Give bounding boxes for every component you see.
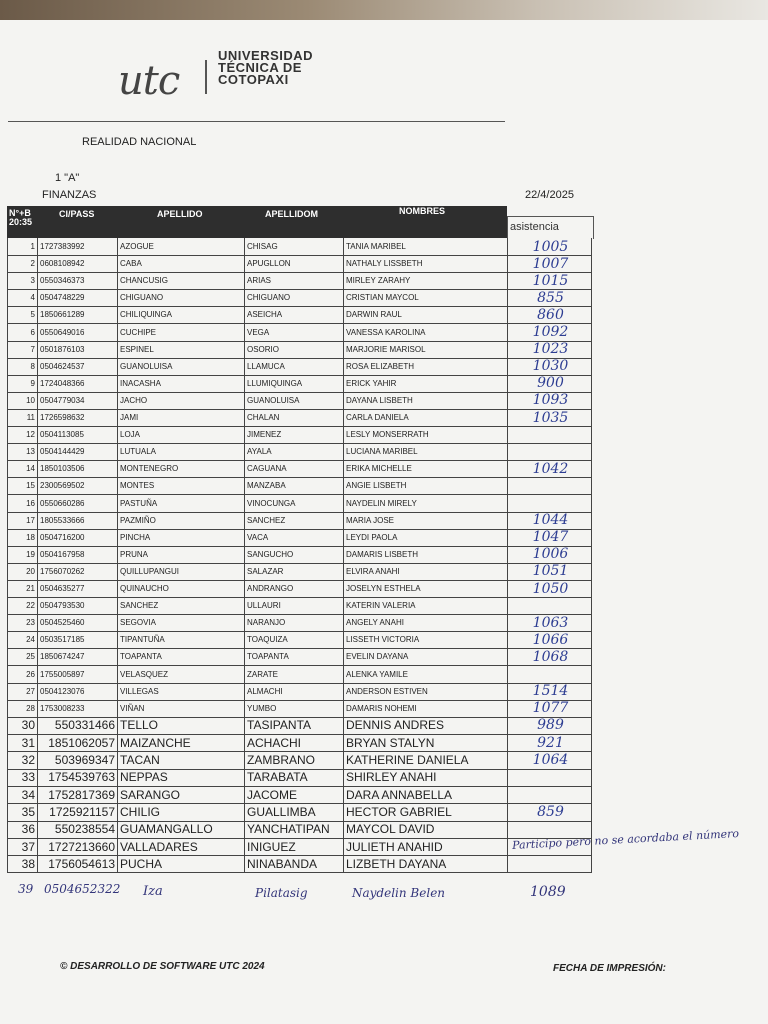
- table-row: [7, 358, 592, 376]
- table-row: [7, 631, 592, 649]
- row-apellidom: GUALLIMBA: [244, 803, 343, 820]
- row-apellido: GUANOLUISA: [117, 358, 244, 375]
- row-asistencia: [507, 426, 592, 443]
- row-ci: 503969347: [37, 751, 117, 768]
- row-nombres: DAMARIS NOHEMI: [343, 700, 507, 717]
- col-header-asistencia-label: asistencia: [510, 221, 559, 233]
- row-number: 20: [7, 563, 37, 580]
- row-apellido: LUTUALA: [117, 443, 244, 460]
- row-nombres: JULIETH ANAHID: [343, 838, 507, 855]
- row-nombres: ANGELY ANAHI: [343, 614, 507, 631]
- row-number: 36: [7, 821, 37, 838]
- row-number: 16: [7, 495, 37, 512]
- row-number: 1: [7, 238, 37, 255]
- row-apellido: QUILLUPANGUI: [117, 563, 244, 580]
- row-nombres: LESLY MONSERRATH: [343, 426, 507, 443]
- row-number: 12: [7, 426, 37, 443]
- row-apellidom: INIGUEZ: [244, 838, 343, 855]
- handwritten-row-asistencia: 1089: [530, 884, 566, 900]
- row-ci: 1850103506: [37, 460, 117, 477]
- row-asistencia: 1077: [507, 700, 592, 717]
- row-apellido: CHANCUSIG: [117, 272, 244, 289]
- row-nombres: ELVIRA ANAHI: [343, 563, 507, 580]
- row-asistencia: 1068: [507, 648, 592, 665]
- row-ci: 0504525460: [37, 614, 117, 631]
- row-apellidom: ULLAURI: [244, 597, 343, 614]
- row-number: 31: [7, 734, 37, 751]
- row-apellido: TIPANTUÑA: [117, 631, 244, 648]
- row-nombres: NAYDELIN MIRELY: [343, 495, 507, 512]
- row-apellido: VILLEGAS: [117, 683, 244, 700]
- row-ci: 0504144429: [37, 443, 117, 460]
- row-number: 15: [7, 477, 37, 494]
- row-apellidom: JIMENEZ: [244, 426, 343, 443]
- row-nombres: LISSETH VICTORIA: [343, 631, 507, 648]
- table-row: [7, 821, 592, 839]
- row-apellidom: ASEICHA: [244, 306, 343, 323]
- row-apellidom: VEGA: [244, 324, 343, 341]
- row-nombres: CRISTIAN MAYCOL: [343, 289, 507, 306]
- table-row: [7, 409, 592, 427]
- row-nombres: BRYAN STALYN: [343, 734, 507, 751]
- row-nombres: SHIRLEY ANAHI: [343, 769, 507, 786]
- row-apellidom: LLAMUCA: [244, 358, 343, 375]
- col-header-nombres: NOMBRES: [399, 206, 446, 216]
- row-number: 7: [7, 341, 37, 358]
- row-asistencia: 1066: [507, 631, 592, 648]
- row-apellido: PASTUÑA: [117, 495, 244, 512]
- table-row: [7, 751, 592, 769]
- row-ci: 0503517185: [37, 631, 117, 648]
- table-row: [7, 289, 592, 307]
- row-apellido: AZOGUE: [117, 238, 244, 255]
- row-number: 35: [7, 803, 37, 820]
- table-row: [7, 734, 592, 752]
- row-apellido: PRUNA: [117, 546, 244, 563]
- row-apellido: QUINAUCHO: [117, 580, 244, 597]
- row-number: 10: [7, 392, 37, 409]
- row-nombres: JOSELYN ESTHELA: [343, 580, 507, 597]
- row-asistencia: 1063: [507, 614, 592, 631]
- table-row: [7, 717, 592, 735]
- row-apellidom: CAGUANA: [244, 460, 343, 477]
- footer-copyright: © DESARROLLO DE SOFTWARE UTC 2024: [60, 961, 265, 972]
- row-number: 4: [7, 289, 37, 306]
- row-asistencia: 1042: [507, 460, 592, 477]
- row-nombres: DARA ANNABELLA: [343, 786, 507, 803]
- row-number: 14: [7, 460, 37, 477]
- row-apellidom: GUANOLUISA: [244, 392, 343, 409]
- row-apellidom: ZAMBRANO: [244, 751, 343, 768]
- row-nombres: ROSA ELIZABETH: [343, 358, 507, 375]
- row-ci: 1754539763: [37, 769, 117, 786]
- row-asistencia: 1030: [507, 358, 592, 375]
- group-label: 1 "A": [55, 172, 80, 184]
- career-label: FINANZAS: [42, 189, 97, 201]
- utc-logo: utc: [118, 58, 180, 104]
- row-apellido: MONTES: [117, 477, 244, 494]
- row-ci: 2300569502: [37, 477, 117, 494]
- row-apellido: VELASQUEZ: [117, 666, 244, 683]
- row-nombres: ANGIE LISBETH: [343, 477, 507, 494]
- table-row: [7, 306, 592, 324]
- row-apellidom: TOAPANTA: [244, 648, 343, 665]
- row-apellidom: AYALA: [244, 443, 343, 460]
- row-number: 19: [7, 546, 37, 563]
- row-number: 34: [7, 786, 37, 803]
- row-apellido: CHILIG: [117, 803, 244, 820]
- table-row: [7, 375, 592, 393]
- row-apellidom: TASIPANTA: [244, 717, 343, 734]
- row-apellidom: YANCHATIPAN: [244, 821, 343, 838]
- handwritten-row-id: 0504652322: [44, 882, 121, 896]
- footer-print-date: FECHA DE IMPRESIÓN:: [553, 963, 666, 974]
- row-nombres: LUCIANA MARIBEL: [343, 443, 507, 460]
- row-nombres: DAMARIS LISBETH: [343, 546, 507, 563]
- table-row: [7, 614, 592, 632]
- table-row: [7, 855, 592, 873]
- row-ci: 0504167958: [37, 546, 117, 563]
- row-nombres: ALENKA YAMILE: [343, 666, 507, 683]
- row-ci: 550238554: [37, 821, 117, 838]
- row-apellidom: LLUMIQUINGA: [244, 375, 343, 392]
- row-ci: 1753008233: [37, 700, 117, 717]
- row-number: 8: [7, 358, 37, 375]
- row-number: 23: [7, 614, 37, 631]
- table-row: [7, 460, 592, 478]
- row-ci: 0608108942: [37, 255, 117, 272]
- header-rule: [8, 121, 505, 122]
- row-ci: 0550346373: [37, 272, 117, 289]
- row-apellido: SARANGO: [117, 786, 244, 803]
- row-asistencia: 921: [507, 734, 592, 751]
- table-row: [7, 512, 592, 530]
- row-nombres: DAYANA LISBETH: [343, 392, 507, 409]
- row-apellido: NEPPAS: [117, 769, 244, 786]
- row-asistencia: 1035: [507, 409, 592, 426]
- row-apellidom: APUGLLON: [244, 255, 343, 272]
- row-apellidom: JACOME: [244, 786, 343, 803]
- row-ci: 1756070262: [37, 563, 117, 580]
- row-asistencia: 1015: [507, 272, 592, 289]
- row-apellidom: VINOCUNGA: [244, 495, 343, 512]
- row-apellidom: ALMACHI: [244, 683, 343, 700]
- table-header: [7, 206, 507, 238]
- row-asistencia: [507, 786, 592, 803]
- row-apellido: SANCHEZ: [117, 597, 244, 614]
- row-apellidom: ANDRANGO: [244, 580, 343, 597]
- row-ci: 1726598632: [37, 409, 117, 426]
- table-row: [7, 786, 592, 804]
- row-ci: 1850674247: [37, 648, 117, 665]
- row-apellido: SEGOVIA: [117, 614, 244, 631]
- row-asistencia: 1023: [507, 341, 592, 358]
- row-number: 38: [7, 855, 37, 872]
- row-ci: 1725921157: [37, 803, 117, 820]
- row-asistencia: [507, 597, 592, 614]
- table-row: [7, 255, 592, 273]
- row-nombres: ERIKA MICHELLE: [343, 460, 507, 477]
- table-row: [7, 700, 592, 718]
- row-apellido: PAZMIÑO: [117, 512, 244, 529]
- row-apellidom: SALAZAR: [244, 563, 343, 580]
- row-number: 21: [7, 580, 37, 597]
- row-asistencia: 1047: [507, 529, 592, 546]
- table-row: [7, 683, 592, 701]
- row-ci: 1805533666: [37, 512, 117, 529]
- row-apellido: GUAMANGALLO: [117, 821, 244, 838]
- row-asistencia: [507, 855, 592, 872]
- row-number: 28: [7, 700, 37, 717]
- row-nombres: CARLA DANIELA: [343, 409, 507, 426]
- row-apellido: MAIZANCHE: [117, 734, 244, 751]
- row-nombres: EVELIN DAYANA: [343, 648, 507, 665]
- date-label: 22/4/2025: [525, 189, 574, 201]
- row-ci: 1755005897: [37, 666, 117, 683]
- row-asistencia: 989: [507, 717, 592, 734]
- row-apellidom: ZARATE: [244, 666, 343, 683]
- university-name: [218, 50, 313, 86]
- row-asistencia: [507, 666, 592, 683]
- row-apellido: CHILIQUINGA: [117, 306, 244, 323]
- row-apellidom: TARABATA: [244, 769, 343, 786]
- table-row: [7, 803, 592, 821]
- row-asistencia: 1093: [507, 392, 592, 409]
- row-ci: 0504793530: [37, 597, 117, 614]
- university-line-3: COTOPAXI: [218, 72, 289, 87]
- row-nombres: HECTOR GABRIEL: [343, 803, 507, 820]
- row-ci: 0504635277: [37, 580, 117, 597]
- university-line-1: UNIVERSIDAD: [218, 48, 314, 63]
- col-header-apellido: APELLIDO: [157, 209, 203, 219]
- table-row: [7, 546, 592, 564]
- row-asistencia: [507, 769, 592, 786]
- row-number: 26: [7, 666, 37, 683]
- row-apellidom: OSORIO: [244, 341, 343, 358]
- row-ci: 0504123076: [37, 683, 117, 700]
- row-number: 32: [7, 751, 37, 768]
- table-row: [7, 529, 592, 547]
- table-row: [7, 238, 592, 256]
- row-number: 24: [7, 631, 37, 648]
- row-apellido: TOAPANTA: [117, 648, 244, 665]
- table-row: [7, 495, 592, 513]
- row-nombres: MAYCOL DAVID: [343, 821, 507, 838]
- row-number: 37: [7, 838, 37, 855]
- row-apellido: VALLADARES: [117, 838, 244, 855]
- row-asistencia: 1092: [507, 324, 592, 341]
- row-nombres: DENNIS ANDRES: [343, 717, 507, 734]
- table-row: [7, 443, 592, 461]
- row-number: 25: [7, 648, 37, 665]
- row-apellidom: SANCHEZ: [244, 512, 343, 529]
- row-asistencia: 1007: [507, 255, 592, 272]
- col-header-number: N°+B 20:35: [9, 208, 33, 227]
- handwritten-row-nombres: Naydelin Belen: [352, 886, 446, 900]
- table-row: [7, 769, 592, 787]
- logo-divider: [205, 60, 207, 94]
- row-apellido: JAMI: [117, 409, 244, 426]
- row-ci: 0504113085: [37, 426, 117, 443]
- row-apellidom: VACA: [244, 529, 343, 546]
- row-ci: 0550649016: [37, 324, 117, 341]
- row-ci: 1724048366: [37, 375, 117, 392]
- row-ci: 0504779034: [37, 392, 117, 409]
- row-ci: 0504624537: [37, 358, 117, 375]
- row-apellido: CHIGUANO: [117, 289, 244, 306]
- row-number: 11: [7, 409, 37, 426]
- row-apellido: CABA: [117, 255, 244, 272]
- row-asistencia: 1514: [507, 683, 592, 700]
- row-apellidom: ARIAS: [244, 272, 343, 289]
- row-apellido: JACHO: [117, 392, 244, 409]
- table-row: [7, 477, 592, 495]
- row-nombres: VANESSA KAROLINA: [343, 324, 507, 341]
- row-asistencia: 1006: [507, 546, 592, 563]
- table-row: [7, 648, 592, 666]
- row-apellido: TACAN: [117, 751, 244, 768]
- row-nombres: MARIA JOSE: [343, 512, 507, 529]
- col-header-asistencia: [507, 216, 594, 239]
- table-row: [7, 666, 592, 684]
- row-apellido: PUCHA: [117, 855, 244, 872]
- col-header-apellidom: APELLIDOM: [265, 209, 318, 219]
- col-header-ci: CI/PASS: [59, 209, 95, 219]
- row-apellido: CUCHIPE: [117, 324, 244, 341]
- table-row: [7, 392, 592, 410]
- row-asistencia: [507, 443, 592, 460]
- row-ci: 0501876103: [37, 341, 117, 358]
- handwritten-row-apellidom: Pilatasig: [255, 886, 308, 900]
- row-apellido: LOJA: [117, 426, 244, 443]
- row-apellidom: YUMBO: [244, 700, 343, 717]
- row-nombres: KATERIN VALERIA: [343, 597, 507, 614]
- row-number: 13: [7, 443, 37, 460]
- table-row: [7, 324, 592, 342]
- row-asistencia: 1051: [507, 563, 592, 580]
- row-asistencia: [507, 495, 592, 512]
- subject-title: REALIDAD NACIONAL: [82, 136, 197, 148]
- row-ci: 1850661289: [37, 306, 117, 323]
- row-ci: 1851062057: [37, 734, 117, 751]
- row-number: 33: [7, 769, 37, 786]
- row-apellido: VIÑAN: [117, 700, 244, 717]
- row-number: 22: [7, 597, 37, 614]
- row-ci: 0550660286: [37, 495, 117, 512]
- row-apellidom: SANGUCHO: [244, 546, 343, 563]
- row-number: 18: [7, 529, 37, 546]
- row-nombres: ANDERSON ESTIVEN: [343, 683, 507, 700]
- row-apellido: INACASHA: [117, 375, 244, 392]
- row-apellidom: NINABANDA: [244, 855, 343, 872]
- row-nombres: MIRLEY ZARAHY: [343, 272, 507, 289]
- university-line-2: TÉCNICA DE: [218, 60, 302, 75]
- row-apellido: MONTENEGRO: [117, 460, 244, 477]
- row-number: 5: [7, 306, 37, 323]
- row-nombres: ERICK YAHIR: [343, 375, 507, 392]
- row-apellidom: MANZABA: [244, 477, 343, 494]
- row-apellido: ESPINEL: [117, 341, 244, 358]
- table-row: [7, 563, 592, 581]
- table-row: [7, 426, 592, 444]
- row-asistencia: 1044: [507, 512, 592, 529]
- row-asistencia: 859: [507, 803, 592, 820]
- row-number: 30: [7, 717, 37, 734]
- row-apellidom: ACHACHI: [244, 734, 343, 751]
- row-ci: 0504748229: [37, 289, 117, 306]
- row-number: 9: [7, 375, 37, 392]
- table-row: [7, 341, 592, 359]
- table-row: [7, 597, 592, 615]
- row-ci: 1727383992: [37, 238, 117, 255]
- row-ci: 0504716200: [37, 529, 117, 546]
- row-number: 27: [7, 683, 37, 700]
- row-nombres: NATHALY LISSBETH: [343, 255, 507, 272]
- background-strip: [0, 0, 768, 20]
- row-number: 17: [7, 512, 37, 529]
- row-number: 2: [7, 255, 37, 272]
- row-asistencia: 860: [507, 306, 592, 323]
- row-apellidom: NARANJO: [244, 614, 343, 631]
- row-nombres: MARJORIE MARISOL: [343, 341, 507, 358]
- row-apellido: TELLO: [117, 717, 244, 734]
- row-nombres: LIZBETH DAYANA: [343, 855, 507, 872]
- row-apellidom: CHIGUANO: [244, 289, 343, 306]
- row-asistencia: 1005: [507, 238, 592, 255]
- handwritten-row-number: 39: [18, 882, 34, 896]
- row-asistencia: 855: [507, 289, 592, 306]
- row-apellidom: CHISAG: [244, 238, 343, 255]
- row-number: 3: [7, 272, 37, 289]
- row-ci: 550331466: [37, 717, 117, 734]
- handwritten-note: Participo pero no se acordaba el número: [511, 827, 740, 852]
- row-ci: 1756054613: [37, 855, 117, 872]
- table-row: [7, 580, 592, 598]
- row-apellidom: CHALAN: [244, 409, 343, 426]
- row-asistencia: 1050: [507, 580, 592, 597]
- row-number: 6: [7, 324, 37, 341]
- table-row: [7, 838, 592, 856]
- row-nombres: LEYDI PAOLA: [343, 529, 507, 546]
- row-asistencia: [507, 477, 592, 494]
- row-ci: 1752817369: [37, 786, 117, 803]
- row-asistencia: 1064: [507, 751, 592, 768]
- handwritten-row-apellido: Iza: [143, 884, 163, 899]
- row-asistencia: 900: [507, 375, 592, 392]
- row-nombres: TANIA MARIBEL: [343, 238, 507, 255]
- row-ci: 1727213660: [37, 838, 117, 855]
- row-nombres: KATHERINE DANIELA: [343, 751, 507, 768]
- row-apellido: PINCHA: [117, 529, 244, 546]
- row-nombres: DARWIN RAUL: [343, 306, 507, 323]
- row-apellidom: TOAQUIZA: [244, 631, 343, 648]
- table-row: [7, 272, 592, 290]
